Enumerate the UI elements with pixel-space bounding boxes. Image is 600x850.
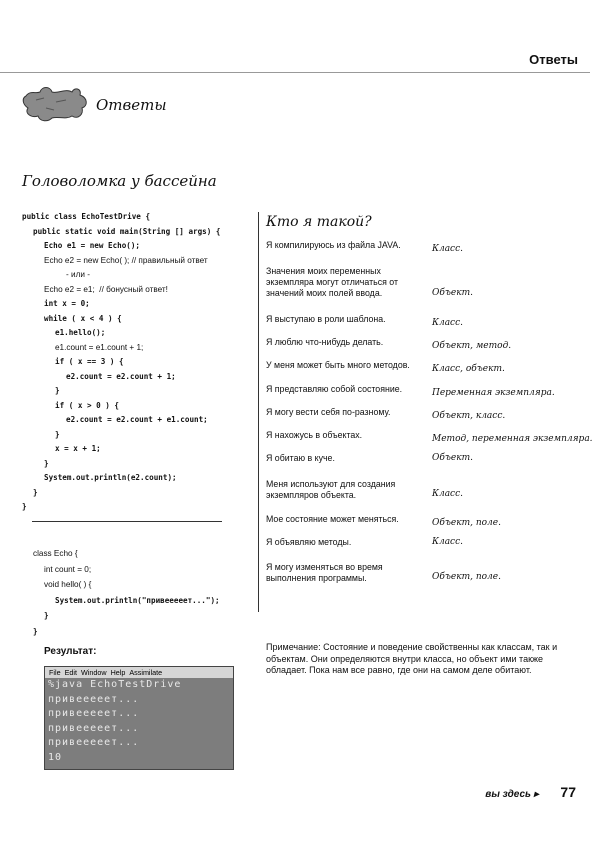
code-line: - или - (66, 270, 90, 279)
page-number: 77 (560, 784, 576, 800)
terminal-output (45, 678, 233, 765)
section-title: Ответы (96, 96, 167, 114)
question-text: Я могу вести себя по-разному. (266, 407, 391, 417)
terminal-line: привееееет... (48, 722, 140, 734)
code-line: int x = 0; (44, 299, 90, 308)
echo-code-line: void hello( ) { (44, 580, 92, 589)
code-line: } (55, 429, 60, 439)
question-text: Я выступаю в роли шаблона. (266, 314, 386, 324)
code-line: e1.count = e1.count + 1; (55, 342, 144, 352)
code-line: } (22, 502, 27, 511)
question-text: Я могу изменяться во время выполнения программы. (266, 562, 383, 583)
answer-text: Класс. (432, 318, 464, 328)
menu-item-edit[interactable]: Edit (64, 668, 77, 677)
code-line: public class EchoTestDrive { (22, 212, 151, 221)
terminal-line: 10 (48, 751, 63, 763)
answer-text: Объект, метод. (432, 341, 512, 351)
main-code-block (22, 210, 262, 515)
question-text: Меня используют для создания экземпляров объекта. (266, 479, 396, 500)
code-line: Echo e2 = e1; // бонусный ответ! (44, 284, 168, 294)
question-text: Я компилируюсь из файла JAVA. (266, 240, 401, 250)
header-rule (0, 72, 590, 73)
note-text: Примечание: Состояние и поведение свойственны как классам, так и объектам. Они определяются внутри класса, но объект ими также обладает. Пока нам все равно, где они на самом деле обитают. (266, 642, 558, 675)
you-are-here-label: вы здесь ▸ (485, 789, 539, 800)
footer (485, 784, 576, 800)
question-text: У меня может быть много методов. (266, 360, 410, 370)
answer-text: Объект, поле. (432, 518, 501, 528)
echo-code-line: } (44, 611, 49, 620)
code-divider (32, 521, 222, 522)
code-line: x = x + 1; (55, 444, 101, 453)
question-text: Я обитаю в куче. (266, 453, 335, 463)
code-line: } (33, 487, 38, 497)
question-text: Значения моих переменных экземпляра могут отличаться от значений моих полей ввода. (266, 266, 399, 298)
terminal-line: привееееет... (48, 737, 140, 748)
terminal-line: %java EchoTestDrive (48, 679, 182, 690)
answer-text: Объект. (432, 288, 473, 298)
running-header: Ответы (529, 52, 578, 67)
code-line: Echo e2 = new Echo( ); // правильный ответ (44, 255, 208, 265)
code-line: public static void main(String [] args) { (33, 226, 221, 236)
answer-text: Объект, поле. (432, 572, 501, 582)
question-text: Я люблю что-нибудь делать. (266, 337, 384, 347)
answer-text: Класс. (432, 537, 464, 547)
answer-text: Объект. (432, 453, 473, 463)
code-line: if ( x > 0 ) { (55, 400, 120, 410)
question-text: Мое состояние может меняться. (266, 514, 399, 524)
echo-code-line: class Echo { (33, 549, 78, 558)
terminal-line: привееееет... (48, 693, 140, 705)
pool-puzzle-title: Головоломка у бассейна (22, 172, 217, 190)
answer-text: Класс. (432, 244, 464, 254)
column-divider (258, 212, 259, 612)
menu-item-help[interactable]: Help (110, 668, 126, 677)
question-text: Я представляю собой состояние. (266, 384, 403, 394)
code-line: while ( x < 4 ) { (44, 313, 122, 323)
answer-text: Переменная экземпляра. (432, 388, 555, 398)
menu-item-assimilate[interactable]: Assimilate (129, 668, 163, 677)
question-text: Я нахожусь в объектах. (266, 430, 363, 440)
menu-item-window[interactable]: Window (80, 668, 107, 677)
code-line: if ( x == 3 ) { (55, 357, 124, 366)
code-line: Echo e1 = new Echo(); (44, 241, 141, 250)
echo-class-code-block (22, 546, 262, 639)
menu-item-file[interactable]: File (49, 668, 61, 677)
code-line: } (44, 458, 49, 468)
echo-code-line: } (33, 626, 38, 636)
answer-text: Класс, объект. (432, 364, 505, 374)
answer-text: Объект, класс. (432, 411, 506, 421)
echo-code-line: System.out.println("привееееет..."); (55, 595, 220, 605)
terminal-line: привееееет... (48, 708, 140, 719)
who-am-i-title: Кто я такой? (266, 214, 372, 230)
code-line: } (55, 386, 60, 395)
code-line: e1.hello(); (55, 328, 106, 337)
code-line: System.out.println(e2.count); (44, 473, 177, 482)
answer-text: Класс. (432, 489, 464, 499)
terminal-window (44, 666, 234, 770)
question-text: Я объявляю методы. (266, 537, 352, 547)
answer-text: Метод, переменная экземпляра. (432, 434, 593, 444)
puzzle-piece-icon (22, 86, 90, 122)
terminal-menubar (45, 667, 233, 678)
result-title: Результат: (44, 646, 97, 657)
code-line: e2.count = e2.count + 1; (66, 371, 176, 381)
echo-code-line: int count = 0; (44, 564, 92, 574)
code-line: e2.count = e2.count + e1.count; (66, 415, 208, 424)
